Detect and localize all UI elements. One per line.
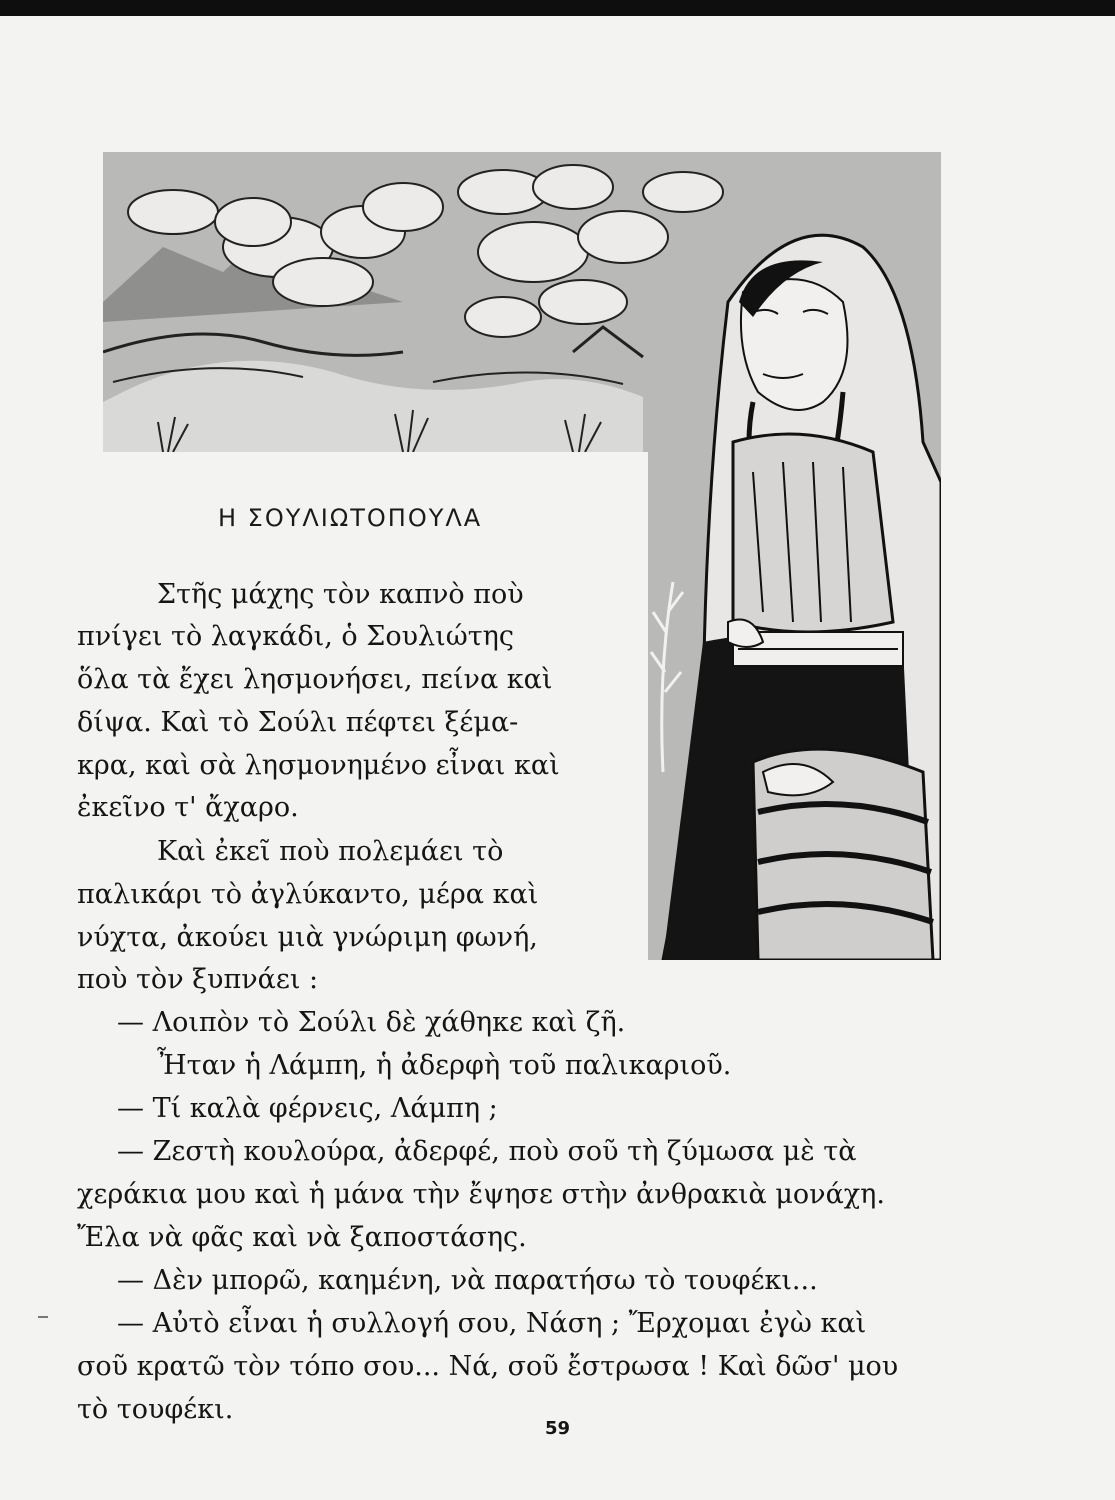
- text-line: ποὺ τὸν ξυπνάει :: [77, 964, 319, 995]
- scan-top-edge: [0, 0, 1115, 16]
- text-line: σοῦ κρατῶ τὸν τόπο σου... Νά, σοῦ ἔστρωσα ! Καὶ δῶσ' μου: [77, 1351, 899, 1382]
- text-line: Ἦταν ἡ Λάμπη, ἡ ἀδερφὴ τοῦ παλικαριοῦ.: [157, 1050, 732, 1081]
- text-line: πνίγει τὸ λαγκάδι, ὁ Σουλιώτης: [77, 621, 514, 652]
- text-line: — Τί καλὰ φέρνεις, Λάμπη ;: [117, 1093, 498, 1124]
- text-line: νύχτα, ἀκούει μιὰ γνώριμη φωνή,: [77, 922, 538, 953]
- text-line: ὅλα τὰ ἔχει λησμονήσει, πείνα καὶ: [77, 664, 553, 695]
- page-number: 59: [544, 1418, 571, 1439]
- text-line: ἐκεῖνο τ' ἄχαρο.: [77, 792, 299, 823]
- text-line: παλικάρι τὸ ἀγλύκαντο, μέρα καὶ: [77, 879, 539, 910]
- text-line: Στῆς μάχης τὸν καπνὸ ποὺ: [157, 579, 524, 610]
- text-line: — Αὐτὸ εἶναι ἡ συλλογή σου, Νάση ; Ἔρχομαι ἐγὼ καὶ: [117, 1308, 867, 1339]
- text-line: δίψα. Καὶ τὸ Σούλι πέφτει ξέμα-: [77, 707, 519, 738]
- text-line: χεράκια μου καὶ ἡ μάνα τὴν ἔψησε στὴν ἀνθρακιὰ μονάχη.: [77, 1179, 885, 1210]
- text-line: Ἔλα νὰ φᾶς καὶ νὰ ξαποστάσης.: [77, 1222, 527, 1253]
- text-line: κρα, καὶ σὰ λησμονημένο εἶναι καὶ: [77, 750, 560, 781]
- text-line: — Δὲν μπορῶ, καημένη, νὰ παρατήσω τὸ τουφέκι...: [117, 1265, 818, 1296]
- text-line: τὸ τουφέκι.: [77, 1394, 234, 1425]
- page-title: Η ΣΟΥΛΙΩΤΟΠΟΥΛΑ: [218, 504, 483, 532]
- text-line: Καὶ ἐκεῖ ποὺ πολεμάει τὸ: [157, 836, 504, 867]
- margin-mark: [38, 1316, 48, 1318]
- text-line: — Ζεστὴ κουλούρα, ἀδερφέ, ποὺ σοῦ τὴ ζύμωσα μὲ τὰ: [117, 1136, 857, 1167]
- text-line: — Λοιπὸν τὸ Σούλι δὲ χάθηκε καὶ ζῆ.: [117, 1007, 626, 1038]
